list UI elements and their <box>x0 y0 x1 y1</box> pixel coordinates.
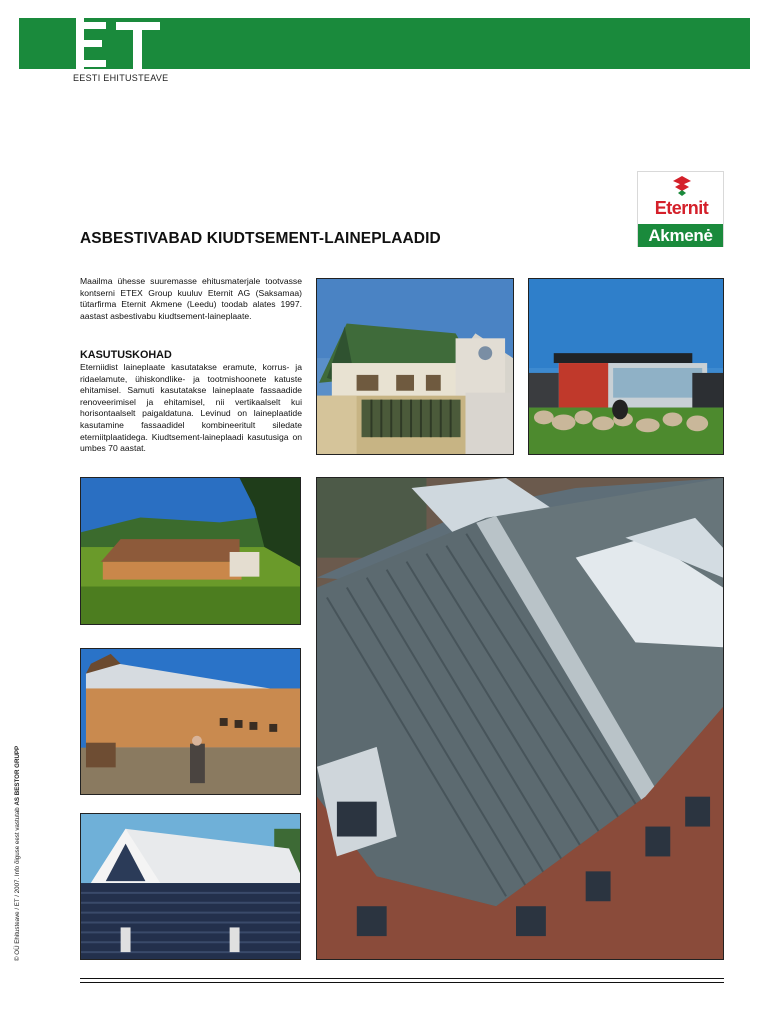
photo-stable <box>80 648 301 795</box>
et-logo[interactable] <box>70 18 170 70</box>
photo-aerial-roof <box>316 477 724 960</box>
copyright-credit: © OÜ Ehitusteave / ET / 2007. Info õiguse eest vastutab AS BESTOR GRUPP <box>14 745 21 961</box>
photo-modern-house <box>528 278 724 455</box>
section-body: Eterniidist laineplaate kasutatakse eramute, korrus- ja ridaelamute, ühiskondlike- ja tootmishoonete katuste ehitamisel. Samuti kasutatakse laineplaate fassaadide renoveerimisel ja ehitamisel, nii vertikaalselt kui horisontaalselt paigaldatuna. Levinud on laineplaatide kasutamine fassaadidel kombineeritult siledate eterniitplaatidega. Kiudtsement-laineplaadi kasutusiga on umbes 70 aastat. <box>80 362 302 454</box>
eternit-mark-icon <box>670 174 694 198</box>
eternit-akmene-logo[interactable] <box>637 171 724 247</box>
eternit-wordmark: Eternit <box>654 198 709 218</box>
section-heading: KASUTUSKOHAD <box>80 349 172 361</box>
intro-paragraph: Maailma ühesse suuremasse ehitusmaterjale tootvasse kontserni ETEX Group kuuluv Eternit AG (Saksamaa) tütarfirma Eternit Akmene (Leedu) toodab alates 1997. aastast asbestivabu kiudtsement-laineplaate. <box>80 276 302 321</box>
page-title: ASBESTIVABAD KIUDTSEMENT-LAINEPLAADID <box>80 230 441 247</box>
photo-house <box>316 278 514 455</box>
brand-subtitle: EESTI EHITUSTEAVE <box>73 73 169 83</box>
photo-facade <box>80 813 301 960</box>
bottom-rule <box>80 982 724 983</box>
akmene-band: Akmenė <box>638 224 723 247</box>
photo-farm <box>80 477 301 625</box>
bottom-rule <box>80 978 724 979</box>
